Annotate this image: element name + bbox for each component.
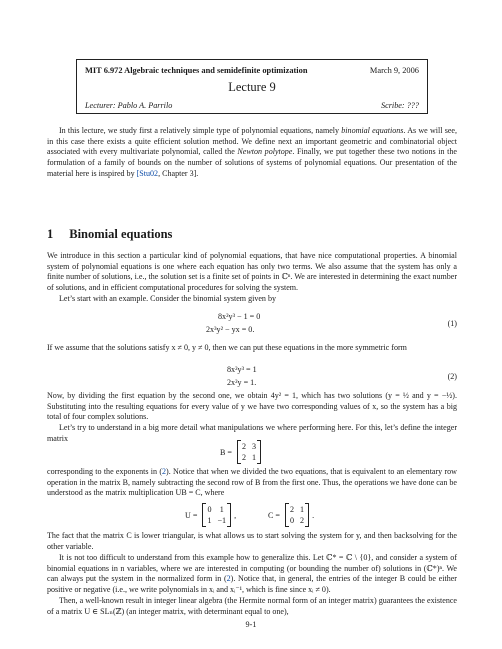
lecturer-name: Lecturer: Pablo A. Parrilo: [85, 101, 173, 110]
newton-polytope-term: Newton polytope: [237, 147, 293, 157]
paragraph-binomial-intro: We introduce in this section a particular kind of polynomial equations, that have nice computational properties. A binomial system of polynomial equations is one where each equation has only two terms. We also assume that the system has only a finite number of solutions, i.e., the solution set is a finite set of points in ℂⁿ. We are interested in determining the exact number of solutions, and in efficient computational procedures for solving the system.: [47, 251, 457, 292]
equation-2-line-2: 2x²y = 1.: [227, 378, 257, 387]
citation-link[interactable]: [Stu02: [136, 168, 159, 178]
matrix-U-cell: −1: [217, 515, 227, 525]
paragraph-row-operation: corresponding to the exponents in (2). Notice that when we divided the two equations, that is equivalent to an elementary row operation in the matrix B, namely subtracting the second row of B from the first one. Thus, the operations we have done can be understood as the matrix multiplication UB = C, where: [47, 467, 457, 498]
matrix-B-label: B =: [220, 447, 232, 457]
paragraph-division: Now, by dividing the first equation by the second one, we obtain 4y² = 1, which has two solutions (y = ½ and y = −½). Substituting into the resulting equations for every value of y we have two corresponding values of x, so the system has a big total of four complex solutions.: [47, 391, 457, 422]
equation-1-line-1: 8x²y³ − 1 = 0: [218, 312, 261, 321]
scribe-name: Scribe: ???: [381, 101, 419, 110]
matrix-B: [220, 440, 262, 464]
binomial-term: binomial equations: [341, 126, 404, 135]
matrix-U-cell: 1: [219, 504, 224, 514]
equation-1-line-2: 2x³y² − yx = 0.: [206, 325, 255, 334]
matrix-U: U = 0 1 1 −1 ,: [185, 503, 236, 527]
paragraph-lower-triangular: The fact that the matrix C is lower triangular, is what allows us to start solving the system for y, and then backsolving for the other variable.: [47, 531, 457, 551]
equation-2-line-1: 8x²y³ = 1: [227, 365, 257, 374]
matrix-B-cell: 2: [242, 452, 247, 462]
lecture-header-box: [76, 59, 428, 114]
matrix-C-cell: 2: [300, 515, 305, 525]
equation-1-number: (1): [447, 319, 457, 328]
equation-ref-link[interactable]: 2: [162, 467, 167, 476]
paragraph-hermite: Then, a well-known result in integer linear algebra (the Hermite normal form of an integer matrix) guarantees the existence of a matrix U ∈ SLₙ(ℤ) (an integer matrix, with determinant equal to one),: [47, 596, 457, 616]
matrix-C-cell: 1: [300, 504, 305, 514]
matrix-U-cell: 1: [207, 515, 212, 525]
page-number: 9-1: [245, 620, 257, 629]
lecture-date: March 9, 2006: [369, 66, 419, 75]
matrix-B-cell: 2: [242, 441, 247, 451]
paragraph-generalization: It is not too difficult to understand from this example how to generalize this. Let ℂ* = ℂ \ {0}, and consider a system of binomial equations in n variables, where we are interested in computing (or bounding the number of) solutions in (ℂ*)ⁿ. We can always put the system in the normalized form in (2). Notice that, in general, the entries of the integer B could be either positive or negative (i.e., we write polynomials in xᵢ and xᵢ⁻¹, which is fine since xᵢ ≠ 0).: [47, 553, 457, 594]
paragraph-integer-matrix: Let’s try to understand in a big more detail what manipulations we where performing here. For this, let’s define the integer matrix: [47, 423, 457, 443]
matrix-U-cell: 0: [207, 504, 212, 514]
equation-2-number: (2): [447, 372, 457, 381]
section-number: 1: [47, 227, 54, 241]
matrix-C-cell: 2: [290, 504, 295, 514]
lecture-number: Lecture 9: [228, 80, 276, 94]
matrix-C-label: C =: [268, 510, 280, 520]
matrix-C: C = 2 1 0 2 .: [268, 503, 314, 527]
section-title: Binomial equations: [69, 227, 173, 241]
intro-paragraph: In this lecture, we study first a relatively simple type of polynomial equations, namely binomial equations. As we will see, in this case there exists a quite efficient solution method. We define next an important geometric and combinatorial object associated with every multivariate polynomial, called the Newton polytope. Finally, we put together these two notions in the formulation of a family of bounds on the number of solutions of systems of polynomial equations. Our presentation of the material here is inspired by [Stu02, Chapter 3].: [47, 126, 458, 178]
paragraph-example: Let’s start with an example. Consider the binomial system given by: [59, 294, 277, 303]
matrix-B-cell: 3: [252, 441, 257, 451]
matrix-C-cell: 0: [290, 515, 295, 525]
paragraph-symmetric-form: If we assume that the solutions satisfy x ≠ 0, y ≠ 0, then we can put these equations in the more symmetric form: [47, 343, 407, 352]
equation-ref-link[interactable]: 2: [226, 574, 231, 584]
matrix-U-label: U =: [185, 510, 198, 520]
course-title: MIT 6.972 Algebraic techniques and semidefinite optimization: [85, 66, 308, 75]
matrix-B-cell: 1: [252, 452, 257, 462]
section-heading: [47, 227, 172, 242]
